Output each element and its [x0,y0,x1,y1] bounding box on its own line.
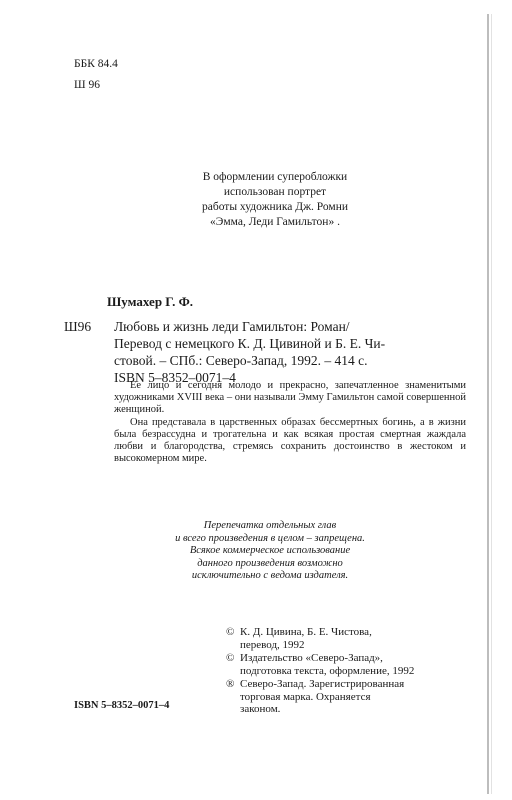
isbn-footer: ISBN 5–8352–0071–4 [74,700,170,711]
cover-note-line: работы художника Дж. Ромни [202,201,348,213]
trademark-notice [226,678,466,716]
cover-note-line: «Эмма, Леди Гамильтон» . [210,216,340,228]
copyright-symbol: © [226,652,235,664]
biblio-line: стовой. – СПб.: Северо-Запад, 1992. – 414 с. [114,353,368,368]
reprint-restriction-note [120,520,420,583]
cover-note-line: использован портрет [223,186,327,198]
registered-symbol: ® [226,678,235,690]
author-heading: Шумахер Г. Ф. [107,294,194,309]
biblio-code: Ш96 [64,319,92,334]
biblio-isbn: ISBN 5–8352–0071–4 [114,370,236,385]
reprint-line: данного произведения возможно [197,557,343,569]
annotation-paragraph: Ее лицо и сегодня молодо и прекрасно, запечатленное знаменитыми художниками XVIII века – они называли Эмму Гамильтон самой совершенной женщиной. [114,380,466,415]
bbk-classification [74,54,118,96]
bibliographic-record [64,318,464,386]
biblio-line: Перевод с немецкого К. Д. Цивиной и Б. Е. Чи- [114,336,386,351]
copyright-line: К. Д. Цивина, Б. Е. Чистова, [240,626,372,638]
trademark-line: законом. [240,703,281,715]
reprint-line: Всякое коммерческое использование [189,545,351,556]
biblio-line: Любовь и жизнь леди Гамильтон: Роман/ [114,319,350,334]
page-edge-shadow-light [491,14,492,794]
reprint-line: исключительно с ведома издателя. [191,570,349,581]
cover-illustration-note [160,170,390,230]
copyright-publisher [226,652,466,677]
copyright-line: Издательство «Северо-Запад», [240,652,383,664]
reprint-line: Перепечатка отдельных глав [203,520,337,531]
book-annotation [114,380,466,465]
copyright-symbol: © [226,626,235,638]
copyright-line: перевод, 1992 [240,638,305,651]
bbk-code: ББК 84.4 [74,58,118,70]
biblio-first-line [64,318,464,335]
page-edge-shadow [487,14,489,794]
copyright-translation [226,626,466,651]
annotation-paragraph: Она представала в царственных образах бессмертных богинь, а в жизни была безрассудна и трогательна и как всякая простая смертная жаждала любви и благородства, стремясь сохранить достоинство в жестоком и высокомерном мире. [114,417,466,464]
trademark-line: Северо-Запад. Зарегистрированная [240,678,405,690]
copyright-line: подготовка текста, оформление, 1992 [240,664,415,677]
trademark-line: торговая марка. Охраняется [240,690,371,703]
cover-note-line: В оформлении суперобложки [202,171,348,183]
author-index-code: Ш 96 [74,79,100,91]
reprint-line: и всего произведения в целом – запрещена. [175,532,365,544]
copyright-block [226,626,466,717]
